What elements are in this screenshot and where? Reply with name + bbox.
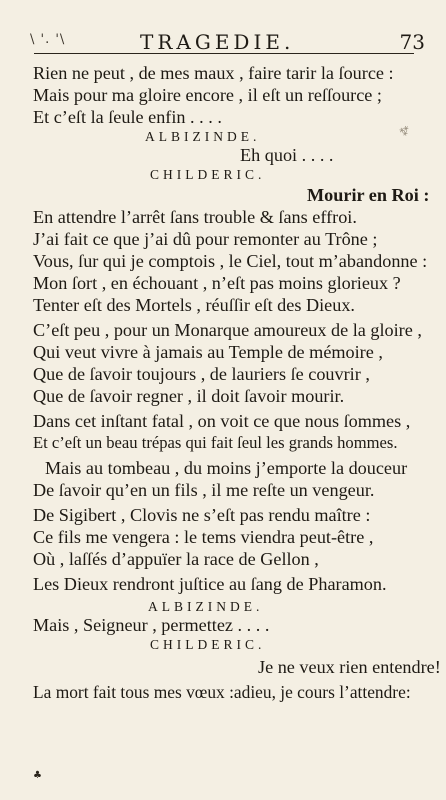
verse-line: Que de ſavoir toujours , de lauriers ſe couvrir , <box>33 364 370 384</box>
verse-line: Ce fils me vengera : le tems viendra peut-être , <box>33 527 374 547</box>
running-header <box>30 30 425 52</box>
verse-line: Mourir en Roi : <box>307 185 430 205</box>
verse-line: Mon ſort , en échouant , n’eſt pas moins glorieux ? <box>33 273 401 293</box>
header-rule <box>34 53 414 54</box>
verse-line: Que de ſavoir regner , il doit ſavoir mourir. <box>33 386 345 406</box>
verse-line: C’eſt peu , pour un Monarque amoureux de la gloire , <box>33 320 422 340</box>
verse-line: Et c’eſt la ſeule enfin . . . . <box>33 107 222 127</box>
verse-line: De ſavoir qu’en un fils , il me reſte un vengeur. <box>33 480 375 500</box>
verse-line: Et c’eſt un beau trépas qui fait ſeul les grands hommes. <box>33 433 398 452</box>
verse-line: En attendre l’arrêt ſans trouble & ſans effroi. <box>33 207 357 227</box>
verse-line: Rien ne peut , de mes maux , faire tarir la ſource : <box>33 63 394 83</box>
verse-line: Où , laſſés d’appuïer la race de Gellon , <box>33 549 319 569</box>
verse-line: Tenter eſt des Mortels , réuſſir eſt des Dieux. <box>33 295 355 315</box>
verse-line: Qui veut vivre à jamais au Temple de mémoire , <box>33 342 383 362</box>
catchword-ornament-icon: ♣ <box>33 770 42 781</box>
speaker-name: CHILDERIC. <box>150 637 266 652</box>
speaker-name: ALBIZINDE. <box>148 599 264 614</box>
verse-line: Les Dieux rendront juſtice au ſang de Pharamon. <box>33 574 387 594</box>
verse-line: J’ai fait ce que j’ai dû pour remonter au Trône ; <box>33 229 378 249</box>
verse-line: Eh quoi . . . . <box>240 145 334 165</box>
verse-line: Mais , Seigneur , permettez . . . . <box>33 615 270 635</box>
verse-line: De Sigibert , Clovis ne s’eſt pas rendu maître : <box>33 505 371 525</box>
speaker-name: ALBIZINDE. <box>145 129 261 144</box>
verse-line: Je ne veux rien entendre! <box>258 657 441 677</box>
running-title: TRAGEDIE. <box>140 30 295 54</box>
margin-ornament-icon: ⁂ <box>398 124 412 137</box>
speaker-name: CHILDERIC. <box>150 167 266 182</box>
verse-line: La mort fait tous mes vœux :adieu, je cours l’attendre: <box>33 682 411 702</box>
verse-line: Vous, ſur qui je comptois , le Ciel, tout m’abandonne : <box>33 251 428 271</box>
verse-line: Mais au tombeau , du moins j’emporte la douceur <box>45 458 408 478</box>
verse-line: Dans cet inſtant fatal , on voit ce que nous ſommes , <box>33 411 411 431</box>
verse-line: Mais pour ma gloire encore , il eſt un reſſource ; <box>33 85 382 105</box>
header-ornament: \ '. '\ <box>30 32 66 47</box>
page-number: 73 <box>399 30 425 54</box>
